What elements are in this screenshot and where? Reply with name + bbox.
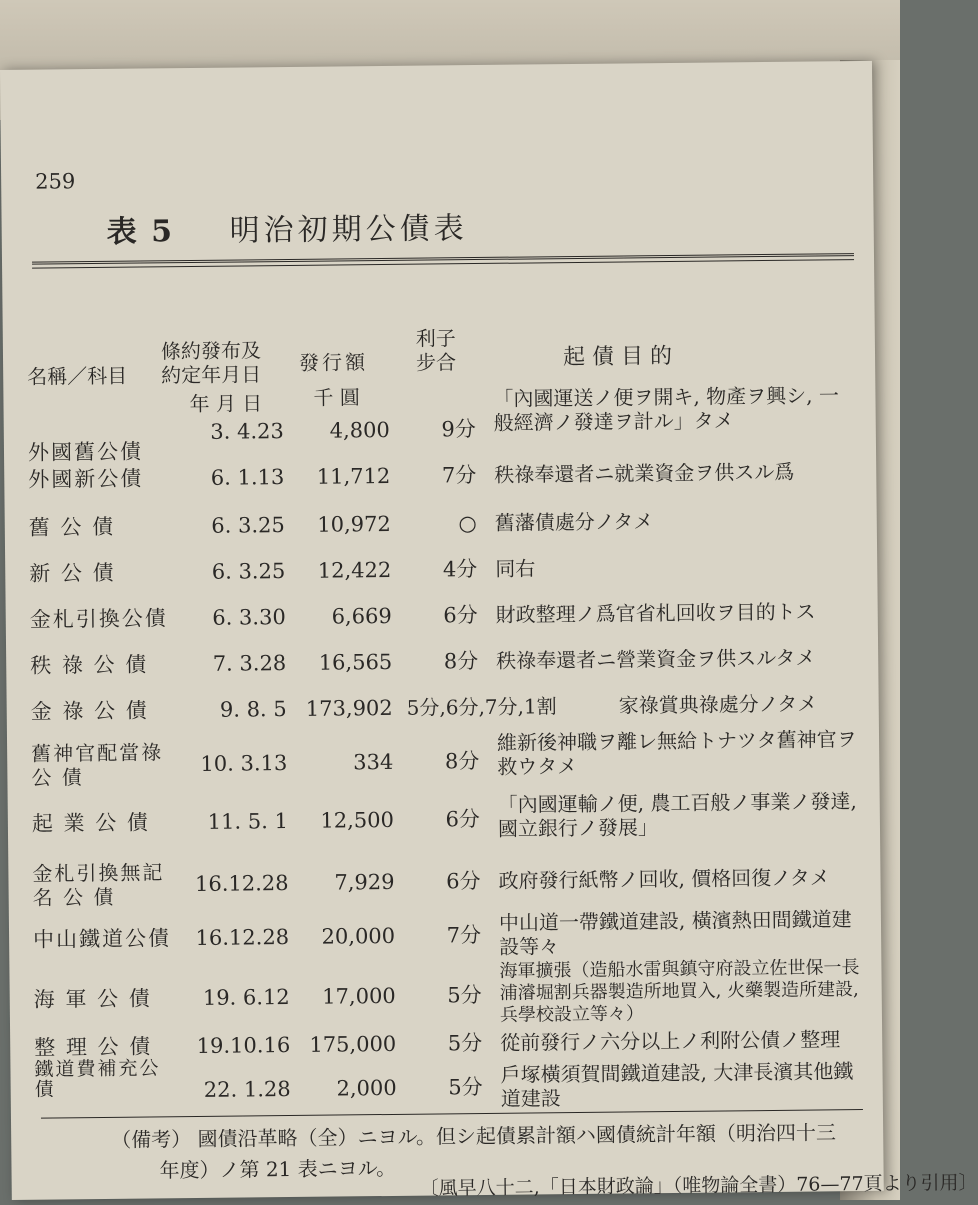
row-amount: 7,929 xyxy=(334,869,395,895)
row-date: 7. 3.28 xyxy=(212,651,287,676)
row-name: 新 公 債 xyxy=(29,560,116,586)
row-rate: 4分 xyxy=(442,557,478,582)
row-rate: 6分 xyxy=(443,603,478,628)
row-amount: 175,000 xyxy=(309,1031,397,1057)
note xyxy=(111,1117,871,1155)
book-page xyxy=(0,61,978,1200)
row-date: 3. 4.23 xyxy=(210,419,284,444)
row-date: 11. 5. 1 xyxy=(207,809,289,834)
row-purpose: 維新後神職ヲ離レ無給トナツタ舊神官ヲ救ウタメ xyxy=(496,727,857,779)
row-rate: 9分 xyxy=(441,417,476,442)
row-date: 22. 1.28 xyxy=(203,1077,291,1102)
row-date: 19. 6.12 xyxy=(202,985,290,1010)
note-line1: 國債沿革略（全）ニヨル。但シ起債累計額ハ國債統計年額（明治四十三 xyxy=(197,1120,837,1151)
row-name: 外國舊公債 xyxy=(27,439,144,465)
row-amount: 6,669 xyxy=(331,603,392,629)
row-date: 16.12.28 xyxy=(195,925,290,950)
row-name: 整 理 公 債 xyxy=(34,1034,153,1060)
row-amount: 334 xyxy=(353,749,394,775)
row-name: 外國新公債 xyxy=(28,466,144,492)
row-name: 金札引換公債 xyxy=(29,606,168,632)
header-amount-unit: 千 圓 xyxy=(313,385,360,410)
header-rate-line1: 利子 xyxy=(415,326,456,351)
row-purpose: 戶塚橫須賀間鐵道建設, 大津長濱其他鐵道建設 xyxy=(500,1059,854,1111)
row-name: 秩 祿 公 債 xyxy=(30,652,149,678)
row-date: 6. 3.30 xyxy=(212,605,286,630)
row-date: 19.10.16 xyxy=(196,1033,291,1058)
row-purpose: 「內國運送ノ便ヲ開キ, 物產ヲ興シ, 一般經濟ノ發達ヲ計ル」タメ xyxy=(493,383,840,435)
row-purpose: 中山道一帶鐵道建設, 橫濱熱田間鐵道建設等々 xyxy=(498,907,852,959)
row-name: 鐵道費補充公 債 xyxy=(34,1057,161,1101)
table-bottom-rule xyxy=(41,1109,863,1119)
row-rate: 5分 xyxy=(447,983,482,1008)
table-title: 明治初期公債表 xyxy=(229,211,468,249)
table-label: 表 5 xyxy=(106,214,175,250)
row-amount: 20,000 xyxy=(321,923,396,949)
row-rate: 5分 xyxy=(447,1031,483,1056)
row-date: 16.12.28 xyxy=(194,871,289,897)
row-rate: 5分,6分,7分,1割 xyxy=(406,694,557,720)
row-name: 金札引換無記名 公 債 xyxy=(32,860,165,910)
row-date: 6. 3.25 xyxy=(211,559,286,584)
row-purpose: 從前發行ノ六分以上ノ利附公債ノ整理 xyxy=(500,1027,841,1055)
row-date: 10. 3.13 xyxy=(200,751,288,776)
row-amount: 17,000 xyxy=(322,983,396,1009)
row-rate: 7分 xyxy=(446,923,482,948)
header-amount: 發行額 xyxy=(298,350,369,375)
header-date-unit: 年 月 日 xyxy=(189,391,263,417)
row-date: 6. 3.25 xyxy=(211,513,285,538)
row-amount: 4,800 xyxy=(329,417,390,443)
row-rate: 8分 xyxy=(443,649,479,674)
header-rate-line2: 步合 xyxy=(415,350,457,375)
row-rate: 6分 xyxy=(445,807,480,832)
row-purpose: 秩祿奉還者ニ營業資金ヲ供スルタメ xyxy=(496,645,816,673)
row-purpose: 「內國運輸ノ便, 農工百般ノ事業ノ發達, 國立銀行ノ發展」 xyxy=(497,789,857,841)
header-name: 名稱／科目 xyxy=(27,363,128,389)
header-purpose: 起 債 目 的 xyxy=(562,343,673,371)
row-rate: 8分 xyxy=(444,749,480,774)
row-purpose: 舊藩債處分ノタメ xyxy=(494,509,654,535)
note-label: （備考） xyxy=(111,1127,192,1152)
row-amount: 16,565 xyxy=(318,649,393,675)
row-name: 舊 公 債 xyxy=(28,514,116,540)
note-line2: 年度）ノ第 21 表ニヨル。 xyxy=(159,1155,397,1183)
row-name: 舊神官配當祿公 債 xyxy=(31,740,164,790)
row-rate: 5分 xyxy=(448,1075,483,1100)
row-rate: ○ xyxy=(458,511,477,536)
row-name: 金 祿 公 債 xyxy=(30,698,149,724)
row-purpose: 海軍擴張（造船水雷與鎮守府設立佐世保一長浦濬堀割兵器製造所地買入, 火藥製造所建設, 兵學校設立等々） xyxy=(499,957,860,1026)
row-name: 海 軍 公 債 xyxy=(33,986,152,1012)
citation: 〔風早八十二,「日本財政論」（唯物論全書）76—77頁より引用〕 xyxy=(419,1171,978,1200)
row-purpose: 同右 xyxy=(495,556,536,581)
page-number: 259 xyxy=(35,169,76,194)
header-date-line2: 約定年月日 xyxy=(161,362,262,388)
row-purpose: 政府發行紙幣ノ回收, 價格回復ノタメ xyxy=(498,865,830,893)
header-rule xyxy=(32,253,854,269)
row-rate: 6分 xyxy=(446,869,481,894)
row-amount: 2,000 xyxy=(336,1075,397,1101)
row-rate: 7分 xyxy=(441,463,477,488)
header-date-line1: 條約發布及 xyxy=(160,338,262,364)
row-date: 6. 1.13 xyxy=(210,465,285,490)
row-amount: 12,422 xyxy=(317,557,392,583)
row-purpose: 秩祿奉還者ニ就業資金ヲ供スル爲 xyxy=(494,459,795,487)
row-name: 起 業 公 債 xyxy=(31,810,151,836)
row-amount: 10,972 xyxy=(317,511,391,537)
row-amount: 173,902 xyxy=(305,695,393,721)
row-date: 9. 8. 5 xyxy=(219,697,287,722)
row-name: 中山鐵道公債 xyxy=(32,926,172,952)
row-purpose: 財政整理ノ爲官省札回收ヲ目的トス xyxy=(495,599,816,627)
row-amount: 11,712 xyxy=(316,463,391,489)
row-purpose: 家祿賞典祿處分ノタメ xyxy=(618,691,818,718)
row-amount: 12,500 xyxy=(320,807,395,833)
